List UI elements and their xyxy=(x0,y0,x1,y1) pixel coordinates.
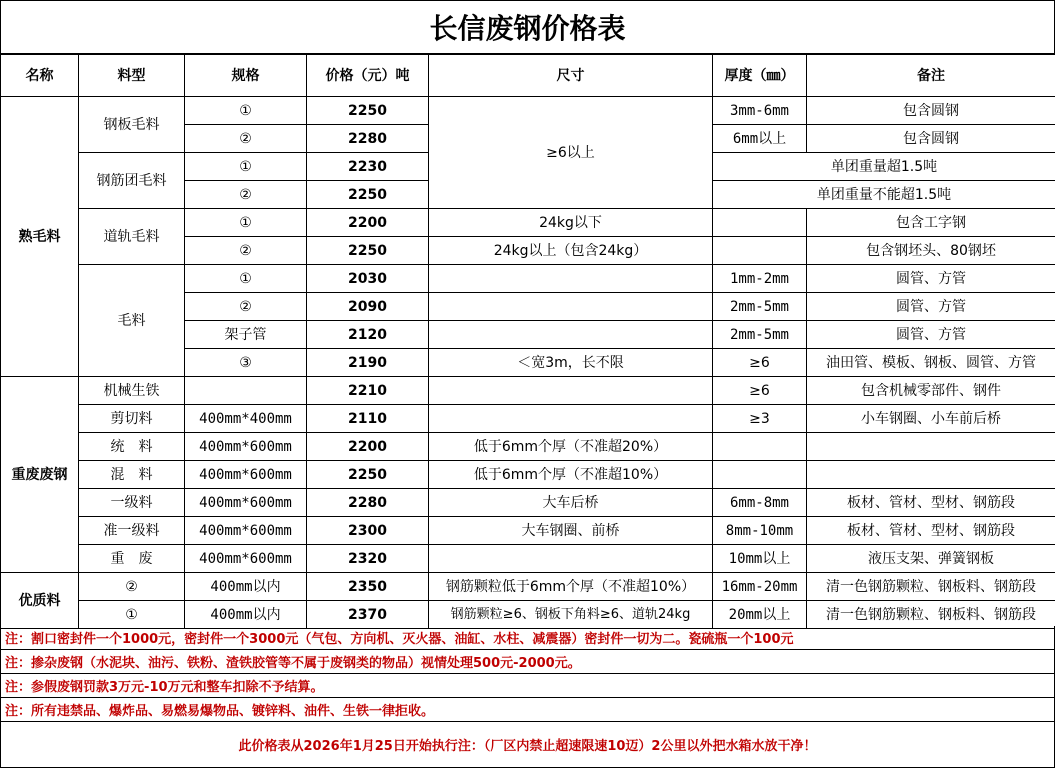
spec-cell: 400mm*400mm xyxy=(185,405,307,433)
type-cell: 统 料 xyxy=(79,433,185,461)
type-cell: ① xyxy=(79,601,185,629)
type-cell: 钢板毛料 xyxy=(79,97,185,153)
note-line: 注：参假废钢罚款3万元-10万元和整车扣除不予结算。 xyxy=(0,674,1055,698)
header-material-type: 料型 xyxy=(79,55,185,97)
price-cell: 2250 xyxy=(307,97,429,125)
price-cell: 2090 xyxy=(307,293,429,321)
type-cell: 钢筋团毛料 xyxy=(79,153,185,209)
price-cell: 2110 xyxy=(307,405,429,433)
remark-cell: 包含圆钢 xyxy=(807,125,1055,153)
size-cell: 大车后桥 xyxy=(429,489,713,517)
spec-cell: 400mm*600mm xyxy=(185,433,307,461)
spec-cell: 400mm*600mm xyxy=(185,545,307,573)
type-cell: ② xyxy=(79,573,185,601)
thickness-cell xyxy=(713,461,807,489)
header-spec: 规格 xyxy=(185,55,307,97)
price-cell: 2300 xyxy=(307,517,429,545)
size-cell: 低于6mm个厚（不准超10%） xyxy=(429,461,713,489)
spec-cell: ② xyxy=(185,293,307,321)
remark-cell: 包含机械零部件、钢件 xyxy=(807,377,1055,405)
size-cell xyxy=(429,293,713,321)
thickness-cell: 16mm-20mm xyxy=(713,573,807,601)
remark-cell: 小车钢圈、小车前后桥 xyxy=(807,405,1055,433)
price-cell: 2250 xyxy=(307,181,429,209)
spec-cell: ① xyxy=(185,209,307,237)
spec-cell: 400mm*600mm xyxy=(185,517,307,545)
remark-cell: 油田管、模板、钢板、圆管、方管 xyxy=(807,349,1055,377)
size-cell: 低于6mm个厚（不准超20%） xyxy=(429,433,713,461)
thickness-cell xyxy=(713,433,807,461)
table-row xyxy=(1,405,1055,433)
size-cell xyxy=(429,545,713,573)
type-cell: 混 料 xyxy=(79,461,185,489)
spec-cell: ① xyxy=(185,97,307,125)
remark-cell: 板材、管材、型材、钢筋段 xyxy=(807,517,1055,545)
thickness-cell: 1mm-2mm xyxy=(713,265,807,293)
remark-cell: 清一色钢筋颗粒、钢板料、钢筋段 xyxy=(807,601,1055,629)
footer-notice: 此价格表从2026年1月25日开始执行注：（厂区内禁止超速限速10迈）2公里以外把水箱水放干净！ xyxy=(0,722,1055,768)
table-row xyxy=(1,209,1055,237)
table-row xyxy=(1,545,1055,573)
table-row xyxy=(1,97,1055,125)
size-cell: 钢筋颗粒≥6、钢板下角料≥6、道轨24kg xyxy=(429,601,713,629)
price-cell: 2190 xyxy=(307,349,429,377)
price-cell: 2230 xyxy=(307,153,429,181)
remark-cell: 单团重量不能超1.5吨 xyxy=(713,181,1055,209)
note-line: 注：掺杂废钢（水泥块、油污、铁粉、渣铁胶管等不属于废钢类的物品）视情处理500元-2000元。 xyxy=(0,650,1055,674)
remark-cell: 板材、管材、型材、钢筋段 xyxy=(807,489,1055,517)
type-cell: 准一级料 xyxy=(79,517,185,545)
size-cell: 24kg以上（包含24kg） xyxy=(429,237,713,265)
size-cell: ≥6以上 xyxy=(429,97,713,209)
type-cell: 机械生铁 xyxy=(79,377,185,405)
price-cell: 2250 xyxy=(307,237,429,265)
remark-cell xyxy=(807,461,1055,489)
thickness-cell: 10mm以上 xyxy=(713,545,807,573)
spec-cell xyxy=(185,377,307,405)
spec-cell: 400mm*600mm xyxy=(185,461,307,489)
thickness-cell: 8mm-10mm xyxy=(713,517,807,545)
remark-cell: 单团重量超1.5吨 xyxy=(713,153,1055,181)
size-cell xyxy=(429,377,713,405)
table-row xyxy=(1,433,1055,461)
price-cell: 2200 xyxy=(307,433,429,461)
table-row xyxy=(1,377,1055,405)
thickness-cell: ≥3 xyxy=(713,405,807,433)
header-row xyxy=(1,55,1055,97)
spec-cell: ② xyxy=(185,237,307,265)
spec-cell: 400mm以内 xyxy=(185,601,307,629)
type-cell: 一级料 xyxy=(79,489,185,517)
type-cell: 道轨毛料 xyxy=(79,209,185,265)
thickness-cell: 6mm以上 xyxy=(713,125,807,153)
table-row xyxy=(1,517,1055,545)
price-table xyxy=(0,54,1055,629)
price-cell: 2370 xyxy=(307,601,429,629)
price-cell: 2280 xyxy=(307,125,429,153)
spec-cell: ① xyxy=(185,265,307,293)
price-cell: 2280 xyxy=(307,489,429,517)
table-row xyxy=(1,573,1055,601)
remark-cell: 液压支架、弹簧钢板 xyxy=(807,545,1055,573)
spec-cell: ③ xyxy=(185,349,307,377)
group-label: 优质料 xyxy=(1,573,79,629)
size-cell: 大车钢圈、前桥 xyxy=(429,517,713,545)
type-cell: 剪切料 xyxy=(79,405,185,433)
size-cell xyxy=(429,265,713,293)
size-cell xyxy=(429,321,713,349)
remark-cell: 圆管、方管 xyxy=(807,293,1055,321)
type-cell: 毛料 xyxy=(79,265,185,377)
header-remark: 备注 xyxy=(807,55,1055,97)
group-label: 熟毛料 xyxy=(1,97,79,377)
type-cell: 重 废 xyxy=(79,545,185,573)
thickness-cell: ≥6 xyxy=(713,377,807,405)
note-line: 注：所有违禁品、爆炸品、易燃易爆物品、镀锌料、油件、生铁一律拒收。 xyxy=(0,698,1055,722)
remark-cell: 清一色钢筋颗粒、钢板料、钢筋段 xyxy=(807,573,1055,601)
group-label: 重废废钢 xyxy=(1,377,79,573)
price-cell: 2030 xyxy=(307,265,429,293)
thickness-cell xyxy=(713,237,807,265)
size-cell xyxy=(429,405,713,433)
thickness-cell: 3mm-6mm xyxy=(713,97,807,125)
remark-cell: 包含工字钢 xyxy=(807,209,1055,237)
spec-cell: ① xyxy=(185,153,307,181)
thickness-cell: 2mm-5mm xyxy=(713,321,807,349)
header-size: 尺寸 xyxy=(429,55,713,97)
table-row xyxy=(1,265,1055,293)
price-cell: 2250 xyxy=(307,461,429,489)
table-row xyxy=(1,601,1055,629)
thickness-cell: 20mm以上 xyxy=(713,601,807,629)
remark-cell xyxy=(807,433,1055,461)
table-row xyxy=(1,489,1055,517)
header-name: 名称 xyxy=(1,55,79,97)
spec-cell: 架子管 xyxy=(185,321,307,349)
size-cell: 24kg以下 xyxy=(429,209,713,237)
price-cell: 2320 xyxy=(307,545,429,573)
spec-cell: 400mm*600mm xyxy=(185,489,307,517)
thickness-cell: 2mm-5mm xyxy=(713,293,807,321)
spec-cell: ② xyxy=(185,181,307,209)
thickness-cell: 6mm-8mm xyxy=(713,489,807,517)
thickness-cell: ≥6 xyxy=(713,349,807,377)
note-line: 注：割口密封件一个1000元，密封件一个3000元（气包、方向机、灭火器、油缸、水柱、减震器）密封件一切为二。瓷硫瓶一个100元 xyxy=(0,626,1055,650)
size-cell: ＜宽3m，长不限 xyxy=(429,349,713,377)
remark-cell: 圆管、方管 xyxy=(807,265,1055,293)
header-thickness: 厚度（㎜） xyxy=(713,55,807,97)
price-cell: 2120 xyxy=(307,321,429,349)
remark-cell: 包含钢坯头、80钢坯 xyxy=(807,237,1055,265)
sheet-title: 长信废钢价格表 xyxy=(0,0,1055,54)
thickness-cell xyxy=(713,209,807,237)
spec-cell: ② xyxy=(185,125,307,153)
price-cell: 2350 xyxy=(307,573,429,601)
table-row xyxy=(1,461,1055,489)
remark-cell: 包含圆钢 xyxy=(807,97,1055,125)
header-price: 价格（元）吨 xyxy=(307,55,429,97)
price-cell: 2210 xyxy=(307,377,429,405)
spec-cell: 400mm以内 xyxy=(185,573,307,601)
price-cell: 2200 xyxy=(307,209,429,237)
notes-section xyxy=(0,626,1055,768)
remark-cell: 圆管、方管 xyxy=(807,321,1055,349)
size-cell: 钢筋颗粒低于6mm个厚（不准超10%） xyxy=(429,573,713,601)
